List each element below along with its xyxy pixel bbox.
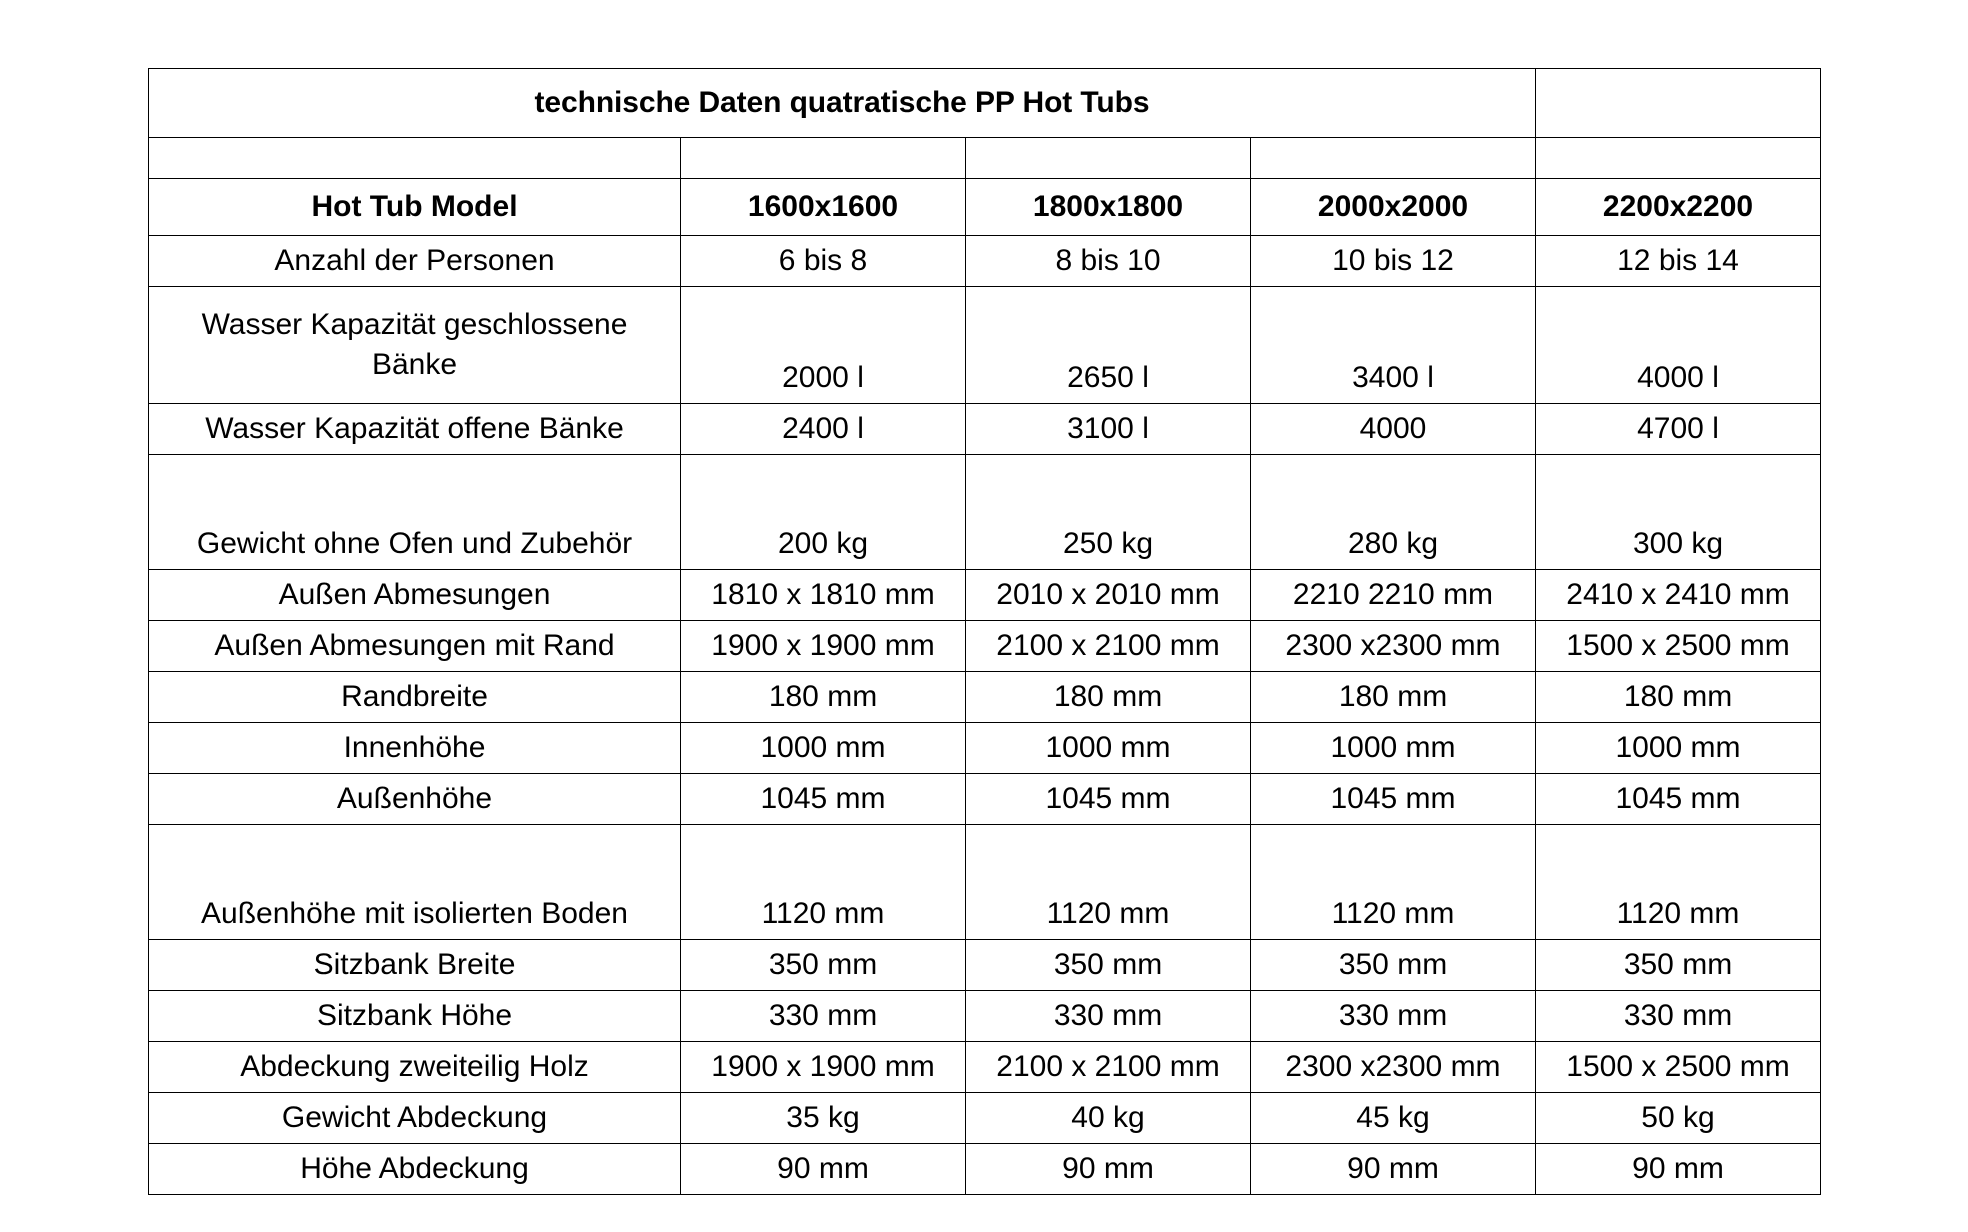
row-value: 2100 x 2100 mm bbox=[966, 1042, 1251, 1093]
row-label: Wasser Kapazität offene Bänke bbox=[149, 404, 681, 455]
row-value: 50 kg bbox=[1536, 1093, 1821, 1144]
row-value: 40 kg bbox=[966, 1093, 1251, 1144]
row-value: 2300 x2300 mm bbox=[1251, 1042, 1536, 1093]
row-value: 1810 x 1810 mm bbox=[681, 570, 966, 621]
row-value: 1900 x 1900 mm bbox=[681, 621, 966, 672]
row-label: Wasser Kapazität geschlossene Bänke bbox=[149, 287, 681, 404]
row-value: 350 mm bbox=[966, 940, 1251, 991]
row-value: 2100 x 2100 mm bbox=[966, 621, 1251, 672]
row-label: Außen Abmesungen bbox=[149, 570, 681, 621]
spacer-cell-1 bbox=[681, 138, 966, 179]
row-value: 1120 mm bbox=[1536, 825, 1821, 940]
row-value: 2300 x2300 mm bbox=[1251, 621, 1536, 672]
column-header-2000x2000: 2000x2000 bbox=[1251, 179, 1536, 236]
row-value: 4000 bbox=[1251, 404, 1536, 455]
row-value: 1120 mm bbox=[1251, 825, 1536, 940]
column-header-1800x1800: 1800x1800 bbox=[966, 179, 1251, 236]
table-row bbox=[149, 774, 1821, 825]
row-value: 350 mm bbox=[1536, 940, 1821, 991]
row-value: 1045 mm bbox=[966, 774, 1251, 825]
title-row-empty-cell bbox=[1536, 69, 1821, 138]
row-value: 250 kg bbox=[966, 455, 1251, 570]
table-row bbox=[149, 570, 1821, 621]
column-header-1600x1600: 1600x1600 bbox=[681, 179, 966, 236]
row-value: 330 mm bbox=[1251, 991, 1536, 1042]
row-value: 3400 l bbox=[1251, 287, 1536, 404]
row-value: 2010 x 2010 mm bbox=[966, 570, 1251, 621]
spacer-cell-4 bbox=[1536, 138, 1821, 179]
table-row bbox=[149, 287, 1821, 404]
row-value: 350 mm bbox=[1251, 940, 1536, 991]
spacer-cell-2 bbox=[966, 138, 1251, 179]
row-value: 3100 l bbox=[966, 404, 1251, 455]
row-label: Sitzbank Höhe bbox=[149, 991, 681, 1042]
row-value: 90 mm bbox=[1251, 1144, 1536, 1195]
row-label: Gewicht ohne Ofen und Zubehör bbox=[149, 455, 681, 570]
row-value: 6 bis 8 bbox=[681, 236, 966, 287]
row-value: 90 mm bbox=[1536, 1144, 1821, 1195]
row-value: 2000 l bbox=[681, 287, 966, 404]
row-label: Innenhöhe bbox=[149, 723, 681, 774]
row-label: Gewicht Abdeckung bbox=[149, 1093, 681, 1144]
table-row bbox=[149, 1093, 1821, 1144]
table-row bbox=[149, 940, 1821, 991]
row-value: 90 mm bbox=[966, 1144, 1251, 1195]
row-value: 1000 mm bbox=[966, 723, 1251, 774]
row-value: 1045 mm bbox=[1536, 774, 1821, 825]
row-value: 2400 l bbox=[681, 404, 966, 455]
row-value: 90 mm bbox=[681, 1144, 966, 1195]
row-value: 1500 x 2500 mm bbox=[1536, 1042, 1821, 1093]
table-row bbox=[149, 621, 1821, 672]
table-row bbox=[149, 825, 1821, 940]
row-value: 1000 mm bbox=[681, 723, 966, 774]
table-row bbox=[149, 723, 1821, 774]
row-value: 1120 mm bbox=[681, 825, 966, 940]
row-value: 200 kg bbox=[681, 455, 966, 570]
row-label: Anzahl der Personen bbox=[149, 236, 681, 287]
document-title: technische Daten quatratische PP Hot Tubs bbox=[149, 69, 1536, 138]
row-value: 1120 mm bbox=[966, 825, 1251, 940]
row-value: 10 bis 12 bbox=[1251, 236, 1536, 287]
row-label: Außenhöhe mit isolierten Boden bbox=[149, 825, 681, 940]
row-value: 180 mm bbox=[966, 672, 1251, 723]
row-value: 4000 l bbox=[1536, 287, 1821, 404]
row-value: 180 mm bbox=[1536, 672, 1821, 723]
row-label: Randbreite bbox=[149, 672, 681, 723]
row-value: 1000 mm bbox=[1536, 723, 1821, 774]
row-label: Abdeckung zweiteilig Holz bbox=[149, 1042, 681, 1093]
row-value: 300 kg bbox=[1536, 455, 1821, 570]
row-value: 1000 mm bbox=[1251, 723, 1536, 774]
row-label: Außen Abmesungen mit Rand bbox=[149, 621, 681, 672]
row-value: 35 kg bbox=[681, 1093, 966, 1144]
hot-tub-spec-table bbox=[148, 68, 1821, 1195]
row-value: 330 mm bbox=[1536, 991, 1821, 1042]
row-value: 180 mm bbox=[681, 672, 966, 723]
row-value: 2410 x 2410 mm bbox=[1536, 570, 1821, 621]
table-row bbox=[149, 672, 1821, 723]
row-value: 4700 l bbox=[1536, 404, 1821, 455]
row-label: Außenhöhe bbox=[149, 774, 681, 825]
spacer-row bbox=[149, 138, 1821, 179]
row-value: 350 mm bbox=[681, 940, 966, 991]
row-value: 2210 2210 mm bbox=[1251, 570, 1536, 621]
table-row bbox=[149, 991, 1821, 1042]
row-label: Sitzbank Breite bbox=[149, 940, 681, 991]
row-value: 1900 x 1900 mm bbox=[681, 1042, 966, 1093]
spacer-cell-3 bbox=[1251, 138, 1536, 179]
row-value: 330 mm bbox=[966, 991, 1251, 1042]
row-value: 180 mm bbox=[1251, 672, 1536, 723]
row-value: 1045 mm bbox=[1251, 774, 1536, 825]
table-row bbox=[149, 1144, 1821, 1195]
column-header-model: Hot Tub Model bbox=[149, 179, 681, 236]
spec-table-wrapper bbox=[148, 68, 1820, 1195]
row-value: 2650 l bbox=[966, 287, 1251, 404]
row-label: Höhe Abdeckung bbox=[149, 1144, 681, 1195]
table-row bbox=[149, 455, 1821, 570]
column-header-2200x2200: 2200x2200 bbox=[1536, 179, 1821, 236]
row-value: 1500 x 2500 mm bbox=[1536, 621, 1821, 672]
row-value: 1045 mm bbox=[681, 774, 966, 825]
title-row bbox=[149, 69, 1821, 138]
table-row bbox=[149, 1042, 1821, 1093]
row-value: 330 mm bbox=[681, 991, 966, 1042]
row-value: 280 kg bbox=[1251, 455, 1536, 570]
row-value: 8 bis 10 bbox=[966, 236, 1251, 287]
table-row bbox=[149, 404, 1821, 455]
table-header-row bbox=[149, 179, 1821, 236]
table-row bbox=[149, 236, 1821, 287]
row-value: 12 bis 14 bbox=[1536, 236, 1821, 287]
spacer-cell-0 bbox=[149, 138, 681, 179]
row-value: 45 kg bbox=[1251, 1093, 1536, 1144]
